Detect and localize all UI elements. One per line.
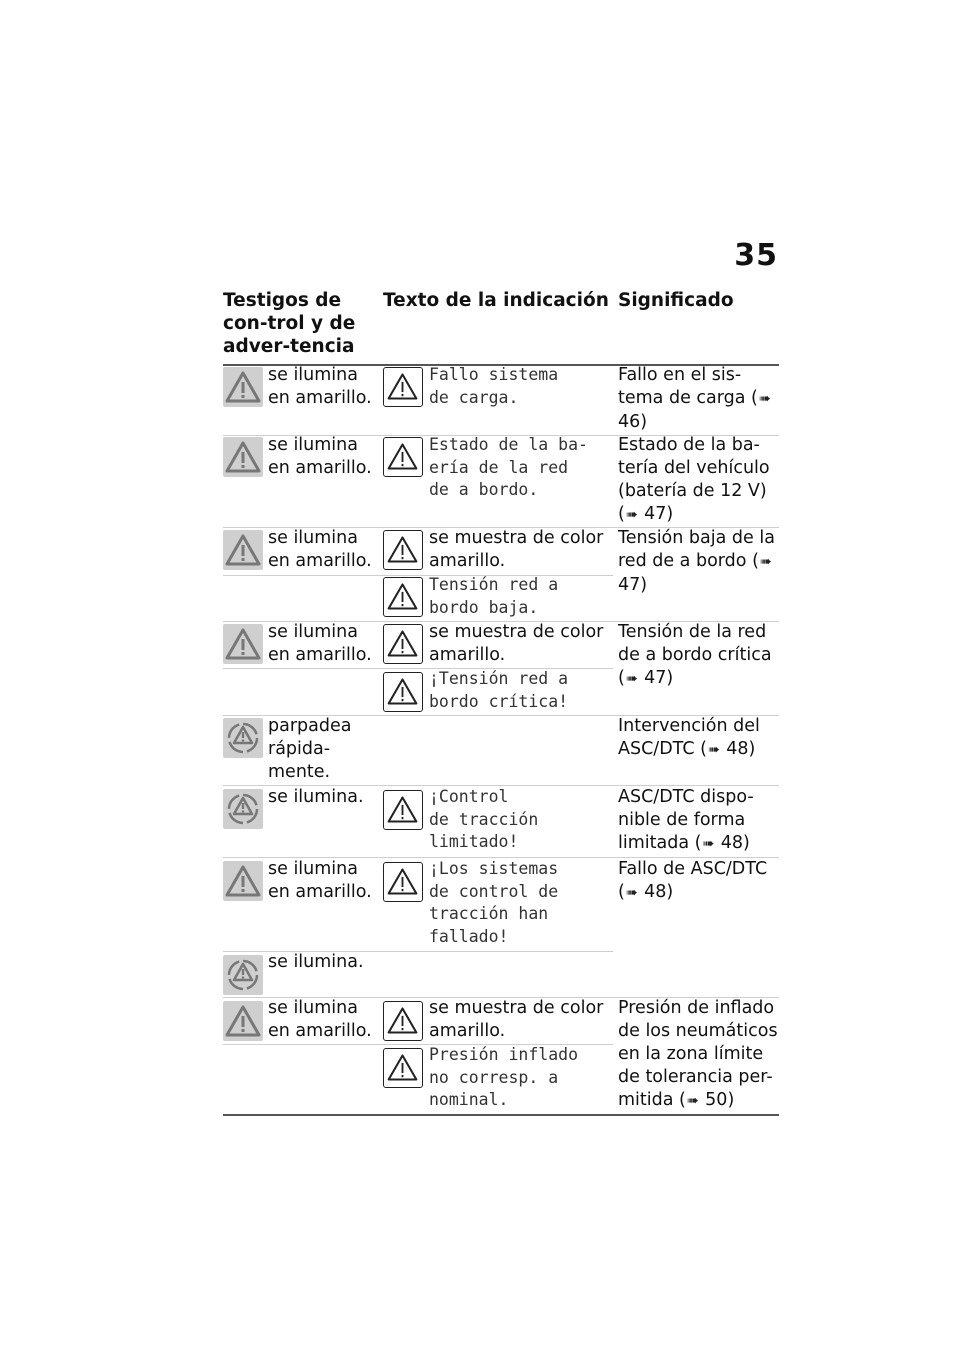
table-bottom-divider [223,1114,779,1116]
status-text: se ilumina en amarillo. [268,528,372,571]
meaning-text: ASC/DTC dispo-nible de forma limitada (➠ 48) [618,786,778,856]
page-reference[interactable]: 48 [726,739,749,759]
display-color-note: se muestra de color amarillo. [429,622,604,665]
display-warning-icon [383,1001,423,1041]
display-warning-icon [383,790,423,830]
display-text: Tensión red a bordo baja. [429,575,559,617]
page-reference[interactable]: 48 [720,833,744,853]
status-text: se ilumina. [268,952,364,972]
display-warning-icon [383,624,423,664]
meaning-text: Tensión baja de la red de a bordo (➠ 47) [618,528,775,595]
meaning-text: Presión de inflado de los neumáticos en la zona límite de tolerancia per-mitida (➠ 50) [618,997,778,1113]
display-text: ¡Control de tracción limitado! [429,787,539,851]
header-display-text: Texto de la indicación [383,290,609,311]
page-reference[interactable]: 50 [705,1090,728,1110]
display-warning-icon [383,530,423,570]
page-reference[interactable]: 48 [644,882,667,902]
warning-triangle-icon [223,624,263,664]
warning-triangle-icon [223,530,263,570]
reference-arrow-icon: ➠ [758,391,771,407]
page-number: 35 [734,238,778,273]
status-text: se ilumina en amarillo. [268,859,372,902]
meaning-label: Tensión de la red de a bordo crítica [618,622,772,665]
warning-triangle-icon [223,437,263,477]
display-color-note: se muestra de color amarillo. [429,998,604,1041]
status-text: se ilumina en amarillo. [268,435,372,478]
display-color-note: se muestra de color amarillo. [429,528,604,571]
meaning-text: Fallo en el sis-tema de carga (➠ 46) [618,365,771,432]
display-warning-icon [383,1048,423,1088]
traction-control-icon [223,955,263,995]
display-text: ¡Tensión red a bordo crítica! [429,669,569,711]
page-reference[interactable]: 47 [644,504,667,524]
meaning-label: Fallo de ASC/DTC [618,859,768,879]
reference-arrow-icon: ➠ [702,836,715,852]
status-text: se ilumina. [268,787,364,807]
status-text: parpadea rápida-mente. [268,716,352,782]
meaning-label: Fallo en el sis-tema de carga [618,365,746,408]
warning-triangle-icon [223,861,263,901]
reference-arrow-icon: ➠ [625,671,638,687]
meaning-text: Tensión de la red de a bordo crítica (➠ 47) [618,621,778,691]
page-reference[interactable]: 46 [618,412,641,432]
traction-control-icon [223,718,263,758]
page-reference[interactable]: 47 [644,668,667,688]
reference-arrow-icon: ➠ [707,742,720,758]
warning-triangle-icon [223,1001,263,1041]
display-warning-icon [383,437,423,477]
status-text: se ilumina en amarillo. [268,365,372,408]
meaning-text: Fallo de ASC/DTC (➠ 48) [618,858,778,905]
reference-arrow-icon: ➠ [625,885,638,901]
display-warning-icon [383,367,423,407]
meaning-label: Presión de inflado de los neumáticos en la zona límite de tolerancia per-mitida [618,998,778,1110]
reference-arrow-icon: ➠ [686,1093,699,1109]
reference-arrow-icon: ➠ [759,554,772,570]
traction-control-icon [223,789,263,829]
warning-triangle-icon [223,367,263,407]
meaning-label: Tensión baja de la red de a bordo [618,528,775,571]
reference-arrow-icon: ➠ [625,507,638,523]
display-text: Estado de la ba- ería de la red de a bordo. [429,435,588,499]
header-meaning: Significado [618,290,734,311]
status-text: se ilumina en amarillo. [268,622,372,665]
display-warning-icon [383,672,423,712]
display-warning-icon [383,577,423,617]
meaning-label: Estado de la ba-tería del vehículo (batería de 12 V) [618,435,770,501]
display-text: Presión inflado no corresp. a nominal. [429,1045,579,1109]
display-warning-icon [383,862,423,902]
header-telltales: Testigos de con-trol y de adver-tencia [223,290,356,357]
meaning-text: Intervención del ASC/DTC (➠ 48) [618,715,778,762]
page-reference[interactable]: 47 [618,575,641,595]
meaning-label: ASC/DTC dispo-nible de forma limitada [618,787,754,853]
display-text: Fallo sistema de carga. [429,365,559,407]
status-text: se ilumina en amarillo. [268,998,372,1041]
meaning-label: Intervención del ASC/DTC [618,716,760,759]
display-text: ¡Los sistemas de control de tracción han fallado! [429,859,559,946]
meaning-text: Estado de la ba-tería del vehículo (batería de 12 V) (➠ 47) [618,434,778,527]
